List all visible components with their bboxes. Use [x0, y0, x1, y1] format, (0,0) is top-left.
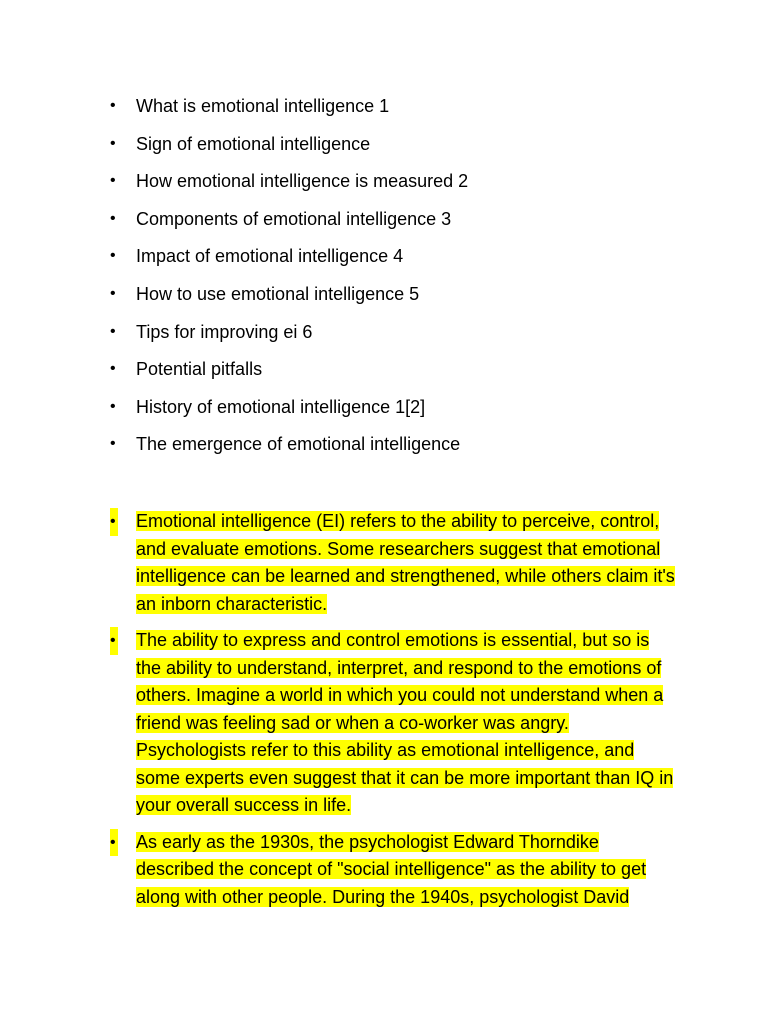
outline-item — [110, 206, 710, 232]
outline-item — [110, 168, 710, 194]
highlighted-paragraph — [110, 627, 675, 820]
bullet-icon: • — [110, 97, 116, 114]
outline-item — [110, 243, 710, 269]
bullet-icon: • — [110, 829, 118, 857]
bullet-icon: • — [110, 360, 116, 378]
outline-item-text: The emergence of emotional intelligence — [136, 434, 461, 455]
outline-item-text: Components of emotional intelligence 3 — [136, 208, 452, 229]
outline-item-text: How to use emotional intelligence 5 — [136, 283, 420, 304]
bullet-icon: • — [110, 134, 116, 152]
outline-item — [110, 281, 710, 307]
highlighted-paragraph — [110, 508, 675, 618]
outline-item — [110, 319, 710, 345]
outline-item-text: Impact of emotional intelligence 4 — [136, 246, 404, 267]
outline-item-text: Potential pitfalls — [136, 359, 263, 380]
bullet-icon: • — [110, 322, 116, 340]
outline-item-text: Tips for improving ei 6 — [136, 321, 313, 342]
outline-item-text: How emotional intelligence is measured 2 — [136, 171, 469, 192]
bullet-icon: • — [110, 247, 116, 265]
outline-item — [110, 131, 710, 157]
highlighted-paragraph — [110, 829, 675, 912]
outline-item-text: What is emotional intelligence 1 — [136, 96, 390, 116]
bullet-icon: • — [110, 284, 116, 302]
bullet-icon: • — [110, 627, 118, 655]
highlighted-paragraph-text: As early as the 1930s, the psychologist Edward Thorndike described the concept of "social intelligence" as the ability to get along with other people. During the 1940s, psychologist David — [136, 831, 647, 907]
bullet-icon: • — [110, 172, 116, 190]
outline-item — [110, 93, 710, 119]
bullet-icon: • — [110, 508, 118, 536]
outline-item — [110, 394, 710, 420]
outline-item — [110, 356, 710, 382]
outline-item-text: History of emotional intelligence 1[2] — [136, 396, 426, 417]
highlighted-paragraph-text: The ability to express and control emotions is essential, but so is the ability to understand, interpret, and respond to the emotions of others. Imagine a world in which you could not understand when a friend was feeling sad or when a co-worker was angry. Psychologists refer to this ability as emotional intelligence, and some experts even suggest that it can be more important than IQ in your overall success in life. — [136, 630, 674, 815]
topic-outline-list — [110, 93, 710, 469]
outline-item-text: Sign of emotional intelligence — [136, 133, 371, 154]
bullet-icon: • — [110, 435, 116, 453]
highlighted-paragraph-text: Emotional intelligence (EI) refers to the ability to perceive, control, and evaluate emotions. Some researchers suggest that emotional intelligence can be learned and strengthened, while others claim it's an inborn characteristic. — [136, 511, 675, 614]
highlighted-paragraph-list — [110, 508, 675, 920]
bullet-icon: • — [110, 209, 116, 227]
bullet-icon: • — [110, 397, 116, 415]
outline-item — [110, 431, 710, 457]
